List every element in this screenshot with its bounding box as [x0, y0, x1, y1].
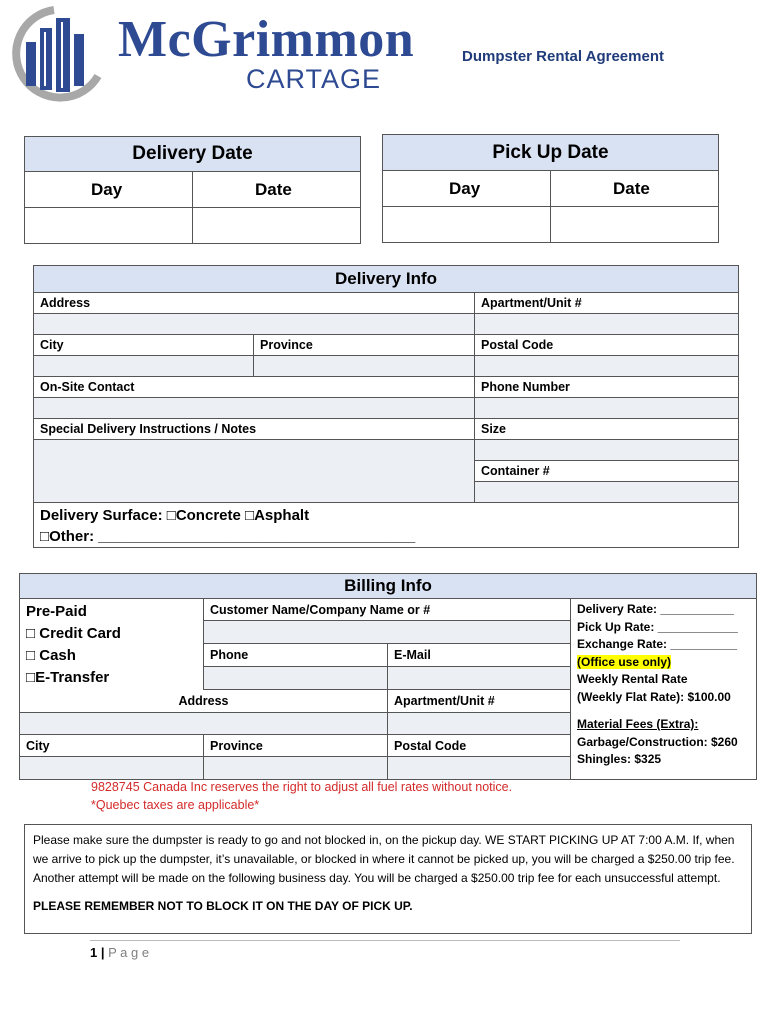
garbage-fee: Garbage/Construction: $260 — [577, 734, 738, 749]
apartment-field[interactable] — [475, 314, 739, 335]
rates-cell — [571, 599, 757, 780]
prepaid-label: Pre-Paid — [26, 603, 87, 620]
billing-phone-label: Phone — [204, 644, 388, 667]
postal-code-label: Postal Code — [475, 335, 739, 356]
container-field[interactable] — [475, 482, 739, 503]
billing-city-field[interactable] — [20, 757, 204, 780]
billing-province-field[interactable] — [204, 757, 388, 780]
delivery-date-label: Date — [193, 172, 361, 208]
billing-phone-field[interactable] — [204, 667, 388, 690]
province-label: Province — [254, 335, 475, 356]
phone-number-label: Phone Number — [475, 377, 739, 398]
delivery-day-label: Day — [25, 172, 193, 208]
etransfer-checkbox[interactable]: □E-Transfer — [26, 669, 110, 686]
billing-postal-label: Postal Code — [388, 735, 571, 757]
delivery-date-field[interactable] — [193, 208, 361, 244]
concrete-checkbox[interactable]: □Concrete — [166, 507, 241, 524]
pickup-day-field[interactable] — [383, 207, 551, 243]
billing-address-label: Address — [20, 690, 388, 713]
pickup-date-label: Date — [551, 171, 719, 207]
asphalt-checkbox[interactable]: □Asphalt — [245, 507, 310, 524]
address-label: Address — [34, 293, 475, 314]
delivery-day-field[interactable] — [25, 208, 193, 244]
brand-sub: CARTAGE — [246, 64, 382, 94]
footer-divider — [90, 940, 680, 941]
cash-checkbox[interactable]: □ Cash — [26, 647, 76, 664]
credit-card-checkbox[interactable]: □ Credit Card — [26, 625, 121, 642]
weekly-rental-rate: Weekly Rental Rate — [577, 672, 688, 686]
postal-code-field[interactable] — [475, 356, 739, 377]
billing-postal-field[interactable] — [388, 757, 571, 780]
notes-label: Special Delivery Instructions / Notes — [34, 419, 475, 440]
fuel-rate-notice: 9828745 Canada Inc reserves the right to adjust all fuel rates without notice. — [91, 780, 513, 794]
billing-apartment-label: Apartment/Unit # — [388, 690, 571, 713]
delivery-rate: Delivery Rate: ___________ — [577, 602, 734, 616]
onsite-contact-field[interactable] — [34, 398, 475, 419]
city-field[interactable] — [34, 356, 254, 377]
billing-info-table — [19, 573, 757, 780]
billing-city-label: City — [20, 735, 204, 757]
delivery-surface-row — [34, 503, 739, 548]
phone-number-field[interactable] — [475, 398, 739, 419]
delivery-date-title: Delivery Date — [25, 137, 361, 172]
billing-email-label: E-Mail — [388, 644, 571, 667]
customer-name-label: Customer Name/Company Name or # — [204, 599, 571, 621]
delivery-date-table — [24, 136, 361, 244]
pickup-date-title: Pick Up Date — [383, 135, 719, 171]
tax-notice: *Quebec taxes are applicable* — [91, 798, 260, 812]
delivery-surface-label: Delivery Surface: — [40, 507, 163, 524]
weekly-flat-rate: (Weekly Flat Rate): $100.00 — [577, 689, 731, 704]
pickup-notice-box — [24, 824, 752, 934]
province-field[interactable] — [254, 356, 475, 377]
billing-info-title: Billing Info — [20, 574, 757, 599]
customer-name-field[interactable] — [204, 621, 571, 644]
material-fees-label: Material Fees (Extra): — [577, 717, 699, 731]
payment-method-cell — [20, 599, 204, 690]
logo-mark-icon — [6, 6, 116, 102]
size-label: Size — [475, 419, 739, 440]
pickup-day-label: Day — [383, 171, 551, 207]
delivery-info-title: Delivery Info — [34, 266, 739, 293]
shingles-fee: Shingles: $325 — [577, 752, 662, 766]
billing-province-label: Province — [204, 735, 388, 757]
notes-field[interactable] — [34, 440, 475, 503]
pickup-rate: Pick Up Rate: ____________ — [577, 619, 738, 634]
pickup-date-table — [382, 134, 719, 243]
container-label: Container # — [475, 461, 739, 482]
billing-address-field[interactable] — [20, 713, 388, 735]
billing-apartment-field[interactable] — [388, 713, 571, 735]
document-title: Dumpster Rental Agreement — [462, 48, 664, 65]
billing-email-field[interactable] — [388, 667, 571, 690]
address-field[interactable] — [34, 314, 475, 335]
brand-name: McGrimmon — [118, 11, 415, 68]
company-logo — [6, 6, 426, 102]
onsite-contact-label: On-Site Contact — [34, 377, 475, 398]
delivery-info-table — [33, 265, 739, 548]
office-use-note: (Office use only) — [577, 654, 672, 669]
pickup-reminder: PLEASE REMEMBER NOT TO BLOCK IT ON THE DAY OF PICK UP. — [33, 899, 413, 913]
pickup-date-field[interactable] — [551, 207, 719, 243]
exchange-rate: Exchange Rate: __________ — [577, 637, 738, 651]
apartment-label: Apartment/Unit # — [475, 293, 739, 314]
other-checkbox[interactable]: □Other: ______________________________________ — [40, 528, 416, 545]
size-field[interactable] — [475, 440, 739, 461]
pickup-notice-text: Please make sure the dumpster is ready to go and not blocked in, on the pickup day. WE START PICKING UP AT 7:00 A.M. If, when we arrive to pick up the dumpster, it’s unavailable, or blocked in where it cannot be picked up, you will be charged a $250.00 trip fee. Another attempt will be made on the following business day. You will be charged a $250.00 trip fee for each unsuccessful attempt. — [33, 833, 735, 885]
page-number: 1 | P a g e — [90, 945, 150, 960]
city-label: City — [34, 335, 254, 356]
